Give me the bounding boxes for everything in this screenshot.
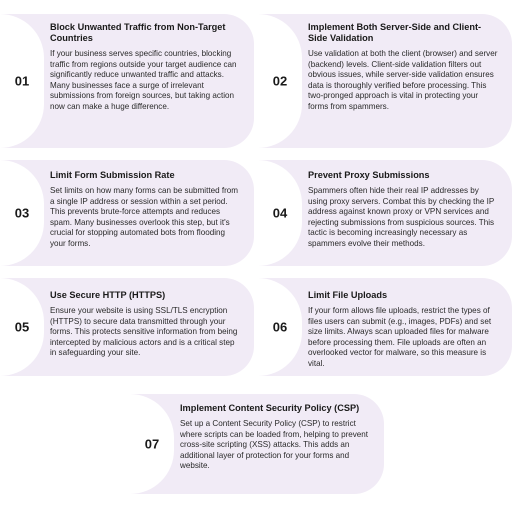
tip-number: 06 [272, 319, 288, 335]
tip-number: 01 [14, 73, 30, 89]
tip-title: Block Unwanted Traffic from Non-Target Countries [50, 22, 226, 43]
tip-number: 04 [272, 205, 288, 221]
tip-card-01 [0, 14, 254, 148]
tip-title: Implement Content Security Policy (CSP) [180, 403, 360, 413]
tip-number: 03 [14, 205, 30, 221]
tip-card-02 [258, 14, 512, 148]
tip-card-06 [258, 278, 512, 376]
tip-number: 02 [272, 73, 288, 89]
tip-card-07 [130, 394, 384, 494]
tip-number: 07 [144, 436, 160, 452]
tip-body: Ensure your website is using SSL/TLS encryption (HTTPS) to secure data transmitted through your forms. This protects sensitive information from being intercepted by malicious actors and is a critical step in safeguarding your site. [50, 306, 238, 358]
tip-body: Use validation at both the client (browser) and server (backend) levels. Client-side validation filters out obvious issues, while server-side validation ensures data is thoroughly verified before processing. This two-pronged approach is vital in protecting your forms from spammers. [308, 49, 498, 111]
tip-body: Set limits on how many forms can be submitted from a single IP address or session within a set period. This prevents brute-force attempts and reduces spam. Many businesses overlook this step, but it's crucial for stopping automated bots from flooding your forms. [50, 186, 239, 248]
tip-card-03 [0, 160, 254, 266]
tip-title: Implement Both Server-Side and Client-Side Validation [308, 22, 482, 43]
tip-body: If your business serves specific countries, blocking traffic from regions outside your target audience can significantly reduce unwanted traffic and attacks. Many businesses face a surge of irrelevant submissions from foreign sources, but taking action now can make a huge difference. [50, 49, 237, 111]
tip-body: Spammers often hide their real IP addresses by using proxy servers. Combat this by checking the IP address against known proxy or VPN services and rejecting submissions from suspicious sources. This tactic is becoming increasingly necessary as spammers evolve their methods. [308, 186, 495, 248]
tip-title: Limit File Uploads [308, 290, 388, 300]
tip-title: Prevent Proxy Submissions [308, 170, 430, 180]
tip-body: Set up a Content Security Policy (CSP) to restrict where scripts can be loaded from, helping to prevent cross-site scripting (XSS) attacks. This adds an additional layer of protection for your forms and website. [180, 419, 369, 471]
tip-body: If your form allows file uploads, restrict the types of files users can submit (e.g., images, PDFs) and set size limits. Always scan uploaded files for malware before processing them. File uploads are often an overlooked vector for malware, so this measure is vital. [308, 306, 492, 368]
tip-card-04 [258, 160, 512, 266]
tip-card-05 [0, 278, 254, 376]
tip-title: Limit Form Submission Rate [50, 170, 175, 180]
tip-title: Use Secure HTTP (HTTPS) [50, 290, 166, 300]
tip-number: 05 [14, 319, 30, 335]
